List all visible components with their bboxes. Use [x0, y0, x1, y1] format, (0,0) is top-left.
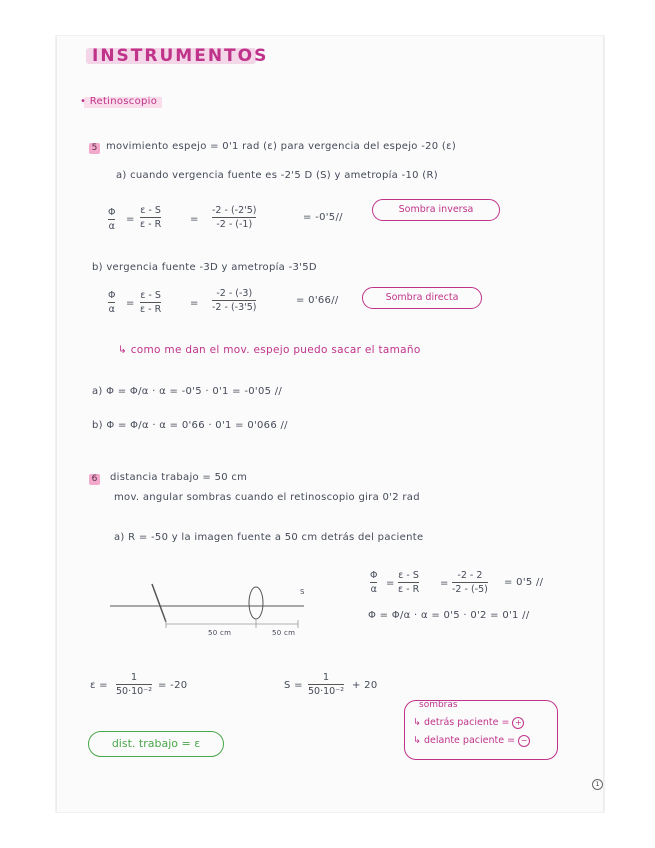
ex5-b-mid-den: ε - R	[140, 304, 162, 315]
ex5-a-den: -2 - (-1)	[216, 219, 253, 230]
s-eq-left: S =	[284, 680, 303, 691]
eq-sign: =	[126, 214, 135, 225]
ex6-eq1-lhs	[370, 570, 377, 595]
ex5-a-lhs	[108, 207, 115, 232]
ex6-eq1-num: ε - S	[398, 570, 419, 581]
green-note-cloud: dist. trabajo = ε	[88, 731, 224, 757]
ex6-eq1-lhs-num: Φ	[370, 570, 378, 581]
sombras-line1	[413, 717, 524, 729]
ex6-line3: a) R = -50 y la imagen fuente a 50 cm detrás del paciente	[114, 532, 424, 543]
e-eq-frac	[116, 672, 152, 697]
ex6-eq2: Φ = Φ/α · α = 0'5 · 0'2 = 0'1 //	[368, 610, 530, 621]
pink-note: ↳ como me dan el mov. espejo puedo sacar el tamaño	[118, 344, 421, 356]
eq-sign: =	[126, 298, 135, 309]
ex5-b-den: -2 - (-3'5)	[212, 302, 257, 313]
page-number: 1	[592, 779, 603, 790]
subtitle-text: Retinoscopio	[89, 96, 158, 107]
s-eq-frac	[308, 672, 344, 697]
ex5-b-lhs	[108, 290, 115, 315]
s-eq-den: 50·10⁻²	[308, 686, 345, 697]
ex5-a-mid-num: ε - S	[140, 205, 161, 216]
ex5-a-mid-den: ε - R	[140, 219, 162, 230]
retinoscope-mirror-line	[152, 584, 166, 622]
ex5-b-frac	[212, 288, 256, 313]
diagram-50cm-1: 50 cm	[208, 629, 232, 637]
ex6-line1: distancia trabajo = 50 cm	[110, 472, 248, 483]
e-eq-result: = -20	[158, 680, 188, 691]
sombras-title: sombras	[419, 700, 458, 710]
e-eq-num: 1	[130, 672, 138, 683]
eq-sign: =	[386, 578, 395, 589]
sombras-line2	[413, 735, 530, 747]
ex5-a-label: a) cuando vergencia fuente es -2'5 D (S) y ametropía -10 (R)	[116, 170, 438, 181]
eq-sign: =	[190, 214, 199, 225]
ex5-b-num: -2 - (-3)	[216, 288, 253, 299]
eq-sign: =	[190, 298, 199, 309]
minus-sign-icon: −	[518, 735, 530, 747]
ex6-eq1-mid	[398, 570, 419, 595]
s-eq-result: + 20	[352, 680, 378, 691]
ex5-b2: b) Φ = Φ/α · α = 0'66 · 0'1 = 0'066 //	[92, 420, 288, 431]
ex6-eq1-den2: -2 - (-5)	[452, 584, 488, 595]
eye-lens-shape	[249, 587, 263, 619]
ex5-b-mid-num: ε - S	[140, 290, 161, 301]
ex5-b-mid	[140, 290, 161, 315]
sombras-line2-text: ↳ delante paciente =	[413, 735, 516, 746]
sombras-line1-text: ↳ detrás paciente =	[413, 717, 510, 728]
ex5-a-num: -2 - (-2'5)	[212, 205, 257, 216]
subtitle: • Retinoscopio	[80, 96, 158, 107]
ex6-eq1-num2: -2 - 2	[457, 570, 483, 581]
e-eq-left: ε =	[90, 680, 108, 691]
ex6-eq1-lhs-den: α	[370, 584, 377, 595]
ex5-a-lhs-num: Φ	[108, 207, 116, 218]
ex6-eq1-result: = 0'5 //	[504, 577, 544, 588]
ex5-a-lhs-den: α	[108, 221, 115, 232]
plus-sign-icon: +	[512, 717, 524, 729]
ex5-a-result: = -0'5//	[303, 212, 343, 223]
exercise-6-number: 6	[89, 474, 100, 485]
diagram-50cm-2: 50 cm	[272, 629, 296, 637]
ex5-a-mid	[140, 205, 161, 230]
ex6-line2: mov. angular sombras cuando el retinoscopio gira 0'2 rad	[114, 492, 420, 503]
e-eq-den: 50·10⁻²	[116, 686, 153, 697]
diagram-s-label: S	[300, 588, 305, 596]
page-title: INSTRUMENTOS	[92, 46, 269, 66]
ex5-b-result: = 0'66//	[296, 295, 339, 306]
ex5-statement: movimiento espejo = 0'1 rad (ε) para vergencia del espejo -20 (ε)	[106, 141, 457, 152]
s-eq-num: 1	[322, 672, 330, 683]
ex6-eq1-den: ε - R	[398, 584, 420, 595]
ex5-b-lhs-den: α	[108, 304, 115, 315]
ex5-b-label: b) vergencia fuente -3D y ametropía -3'5D	[92, 262, 317, 273]
exercise-5-number: 5	[89, 143, 100, 154]
ex5-a2: a) Φ = Φ/α · α = -0'5 · 0'1 = -0'05 //	[92, 386, 283, 397]
eq-sign: =	[440, 578, 449, 589]
sombra-inversa-cloud: Sombra inversa	[372, 199, 500, 221]
ex6-eq1-frac	[452, 570, 488, 595]
sombra-directa-cloud: Sombra directa	[362, 287, 482, 309]
sombras-cloud	[404, 700, 558, 760]
ex5-b-lhs-num: Φ	[108, 290, 116, 301]
ex5-a-frac	[212, 205, 256, 230]
